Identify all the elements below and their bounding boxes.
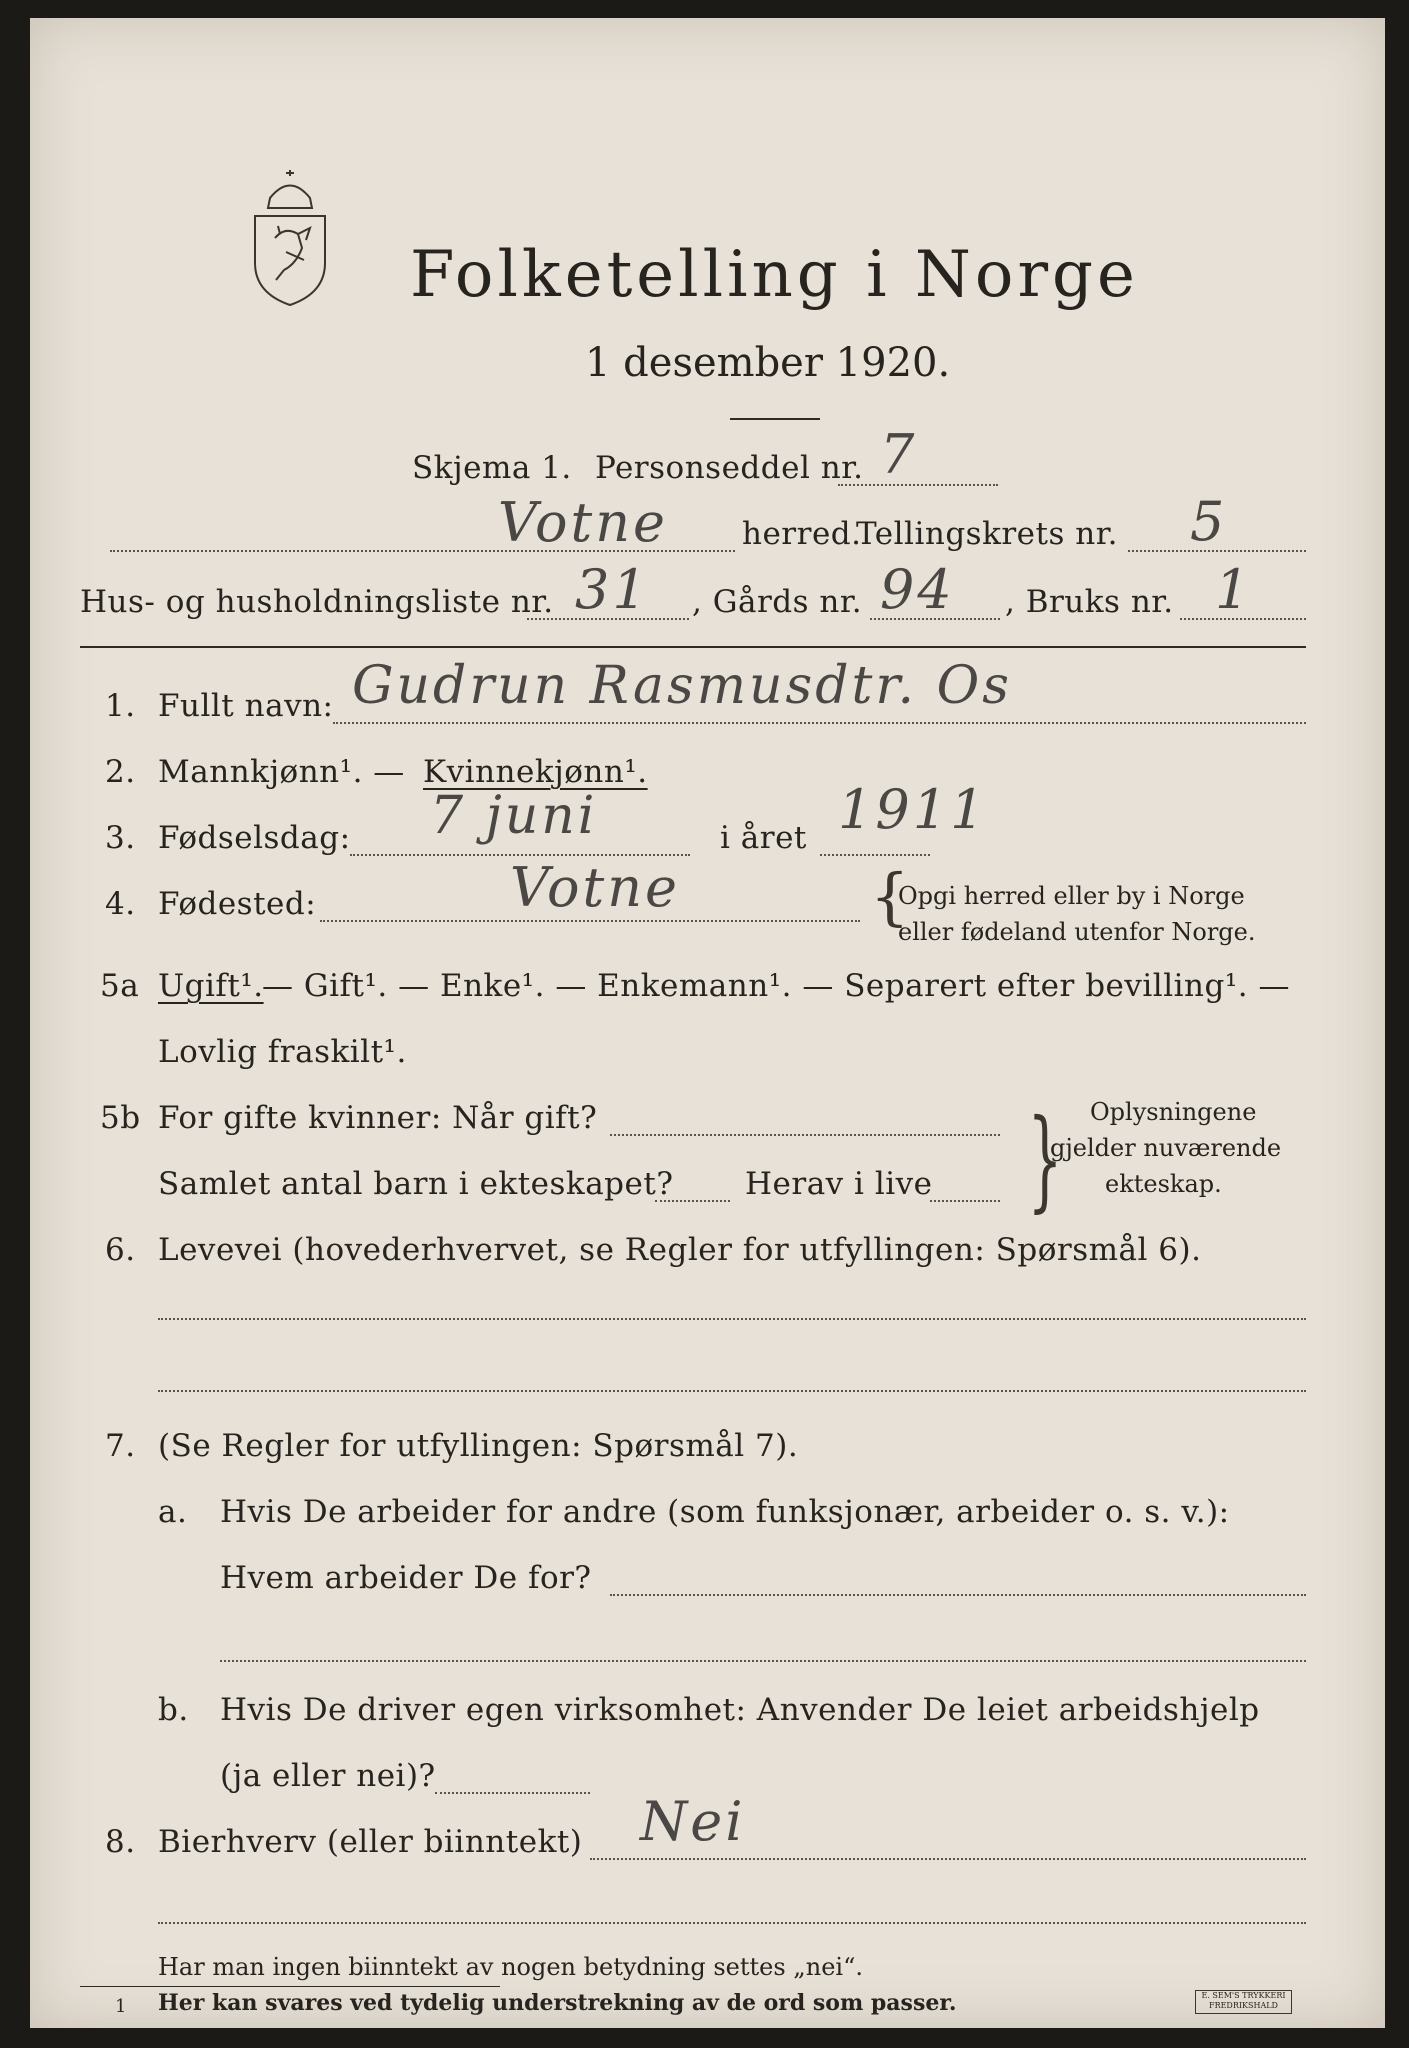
q8-value[interactable]: Nei <box>640 1790 746 1853</box>
q3-year-line <box>820 854 930 856</box>
q3-label: Fødselsdag: <box>158 820 351 856</box>
q7a-letter: a. <box>158 1494 188 1530</box>
gards-label: , Gårds nr. <box>692 584 863 620</box>
hus-value[interactable]: 31 <box>575 558 650 621</box>
q7a-employer-line[interactable] <box>610 1594 1306 1596</box>
q3-number: 3. <box>105 820 136 856</box>
footer-note: Har man ingen biinntekt av nogen betydning settes „nei“. <box>158 1953 863 1981</box>
q4-label: Fødested: <box>158 886 317 922</box>
title-divider <box>730 418 820 420</box>
q5a-ugift-option[interactable]: Ugift¹. <box>158 968 264 1004</box>
q2-male-option[interactable]: Mannkjønn¹. — <box>158 754 405 790</box>
q4-note-line1: Opgi herred eller by i Norge <box>898 882 1245 910</box>
tellingskrets-value[interactable]: 5 <box>1190 490 1228 553</box>
q7b-yes-no-label: (ja eller nei)? <box>220 1758 436 1794</box>
bruks-label: , Bruks nr. <box>1005 584 1174 620</box>
q7b-label: Hvis De driver egen virksomhet: Anvender De leiet arbeidshjelp <box>220 1692 1260 1728</box>
q3-birthday-value[interactable]: 7 juni <box>430 786 598 846</box>
gards-value[interactable]: 94 <box>880 558 955 621</box>
herred-label: herred. <box>742 516 862 552</box>
form-date: 1 desember 1920. <box>585 340 951 386</box>
herred-value[interactable]: Votne <box>498 491 668 554</box>
q7a-label: Hvis De arbeider for andre (som funksjonær, arbeider o. s. v.): <box>220 1494 1230 1530</box>
q5b-number: 5b <box>100 1100 141 1136</box>
footnote-rule <box>80 1986 500 1987</box>
hus-label: Hus- og husholdningsliste nr. <box>80 584 554 620</box>
q6-label: Levevei (hovederhvervet, se Regler for utfyllingen: Spørsmål 6). <box>158 1232 1202 1268</box>
q5b-label: For gifte kvinner: Når gift? <box>158 1100 598 1136</box>
q5b-married-line[interactable] <box>610 1134 1000 1136</box>
footnote-mark: 1 <box>115 1996 127 2017</box>
q7-number: 7. <box>105 1428 136 1464</box>
personseddel-value[interactable]: 7 <box>880 423 918 486</box>
census-form <box>30 18 1385 2028</box>
q5b-children-line[interactable] <box>655 1200 730 1202</box>
q8-extra-line[interactable] <box>158 1922 1306 1924</box>
q4-brace: { <box>870 860 910 933</box>
q2-female-option[interactable]: Kvinnekjønn¹. <box>423 754 648 790</box>
form-title: Folketelling i Norge <box>410 238 1139 312</box>
q4-note-line2: eller fødeland utenfor Norge. <box>898 918 1256 946</box>
q1-full-name-value[interactable]: Gudrun Rasmusdtr. Os <box>352 656 1012 716</box>
q1-line <box>333 722 1306 724</box>
q1-number: 1. <box>105 688 136 724</box>
printer-stamp: E. SEM'S TRYKKERI FREDRIKSHALD <box>1195 1990 1292 2014</box>
q5b-note-line1: Oplysningene <box>1090 1098 1257 1126</box>
q5b-alive-label: Herav i live <box>745 1166 933 1202</box>
q8-label: Bierhverv (eller biinntekt) <box>158 1824 583 1860</box>
q5b-note-line2: gjelder nuværende <box>1050 1134 1282 1162</box>
footnote-text: Her kan svares ved tydelig understrekning av de ord som passer. <box>158 1990 957 2016</box>
q7a-employer-label: Hvem arbeider De for? <box>220 1560 592 1596</box>
personseddel-label: Personseddel nr. <box>595 450 864 486</box>
q3-year-value[interactable]: 1911 <box>838 778 988 841</box>
q5a-number: 5a <box>100 968 140 1004</box>
q4-number: 4. <box>105 886 136 922</box>
q7b-line[interactable] <box>435 1792 590 1794</box>
q5b-brace: } <box>1027 1095 1063 1223</box>
q7-label: (Se Regler for utfyllingen: Spørsmål 7). <box>158 1428 799 1464</box>
q3-year-label: i året <box>720 820 807 856</box>
q2-number: 2. <box>105 754 136 790</box>
header-separator <box>80 646 1306 648</box>
tellingskrets-label: Tellingskrets nr. <box>856 516 1118 552</box>
personseddel-line <box>838 484 998 486</box>
bruks-value[interactable]: 1 <box>1215 558 1253 621</box>
q5b-children-label: Samlet antal barn i ekteskapet? <box>158 1166 674 1202</box>
q4-birthplace-value[interactable]: Votne <box>510 856 680 919</box>
q1-label: Fullt navn: <box>158 688 334 724</box>
q7a-extra-line[interactable] <box>220 1660 1306 1662</box>
q6-line1[interactable] <box>158 1318 1306 1320</box>
coat-of-arms-icon <box>240 168 340 308</box>
q7b-letter: b. <box>158 1692 189 1728</box>
q6-number: 6. <box>105 1232 136 1268</box>
q5b-note-line3: ekteskap. <box>1105 1170 1222 1198</box>
q8-line <box>590 1858 1306 1860</box>
q6-line2[interactable] <box>158 1390 1306 1392</box>
skjema-label: Skjema 1. <box>412 450 572 486</box>
q4-line <box>320 920 860 922</box>
q5b-alive-line[interactable] <box>930 1200 1000 1202</box>
q8-number: 8. <box>105 1824 136 1860</box>
q5a-other-options[interactable]: — Gift¹. — Enke¹. — Enkemann¹. — Separert efter bevilling¹. — <box>262 968 1290 1004</box>
q5a-fraskilt-option[interactable]: Lovlig fraskilt¹. <box>158 1034 407 1070</box>
